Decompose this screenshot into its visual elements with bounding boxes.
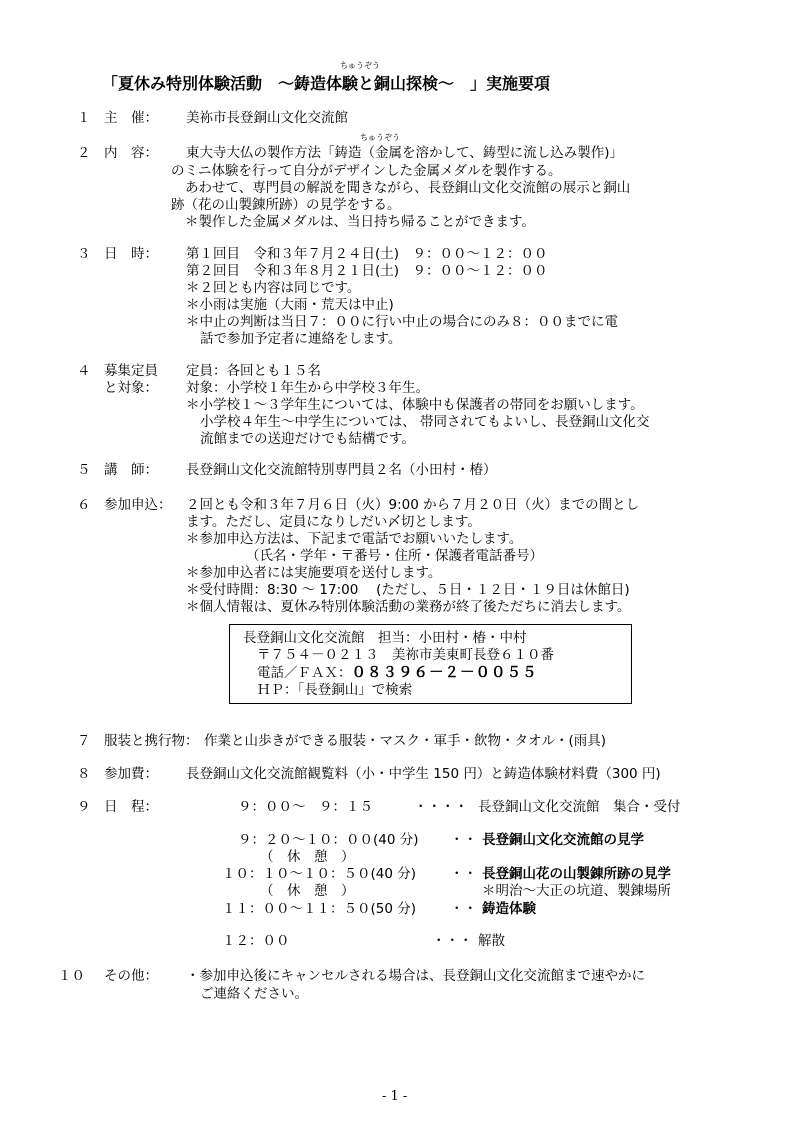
item-4-line: 定員：各回とも１５名	[186, 363, 321, 379]
item-6-label: 参加申込：	[104, 497, 172, 513]
item-2-label: 内 容：	[104, 145, 158, 161]
item-3-line: ＊小雨は実施（大雨・荒天は中止)	[186, 297, 394, 313]
item-2-line: のミニ体験を行って自分がデザインした金属メダルを製作する。	[171, 163, 562, 179]
item-3-line: 第１回目 令和３年７月２４日(土) ９：００～１２：００	[186, 246, 548, 262]
schedule-desc: 長登銅山文化交流館の見学	[482, 832, 644, 848]
schedule-time: １０：１０～１０：５０(40 分)	[222, 866, 417, 882]
schedule-desc: 長登銅山花の山製錬所跡の見学	[482, 866, 671, 882]
schedule-break: （ 休 憩 ）	[260, 883, 355, 899]
contact-phone-label: 電話／ＦＡＸ：	[257, 665, 352, 681]
item-2-ruby: ちゅうぞう	[360, 133, 400, 142]
item-10-line: ・参加申込後にキャンセルされる場合は、長登銅山文化交流館まで速やかに	[186, 968, 645, 984]
item-3-label: 日 時：	[104, 246, 158, 262]
item-4-line: 小学校４年生～中学生については、 帯同されてもよいし、長登銅山文化交	[200, 414, 650, 430]
item-6-line: ＊受付時間：8:30 ～ 17:00 (ただし、５日・１２日・１９日は休館日)	[186, 582, 630, 598]
item-7-number: ７	[77, 733, 91, 749]
schedule-dots: ・・・	[432, 933, 473, 949]
item-3-line: 第２回目 令和３年８月２１日(土) ９：００～１２：００	[186, 263, 548, 279]
schedule-dots: ・・	[450, 832, 477, 848]
schedule-time: １１：００～１１：５０(50 分)	[222, 901, 417, 917]
item-6-line: ＊参加申込者には実施要項を送付します。	[186, 565, 442, 581]
item-4-number: ４	[77, 363, 91, 379]
contact-phone-number: ０８３９６－２－００５５	[351, 665, 538, 681]
item-3-number: ３	[77, 246, 91, 262]
item-4-line: 流館までの送迎だけでも結構です。	[200, 431, 415, 447]
item-6-line: （氏名・学年・〒番号・住所・保護者電話番号）	[246, 548, 543, 564]
item-2-line: 東大寺大仏の製作方法「鋳造（金属を溶かして、鋳型に流し込み製作)」	[186, 145, 623, 161]
item-4-label: 募集定員	[104, 363, 158, 379]
schedule-dots: ・・	[450, 866, 477, 882]
item-4-label-2: と対象：	[104, 380, 158, 396]
item-5-line: 長登銅山文化交流館特別専門員２名（小田村・椿）	[186, 462, 497, 478]
item-8-number: ８	[77, 766, 91, 782]
schedule-desc: 鋳造体験	[482, 901, 536, 917]
item-8-line: 長登銅山文化交流館観覧料（小・中学生 150 円）と鋳造体験材料費（300 円)	[186, 766, 661, 782]
schedule-time: ９：２０～１０：００(40 分)	[238, 832, 419, 848]
item-7-label: 服装と携行物：	[104, 733, 199, 749]
item-3-line: ＊中止の判断は当日７：００に行い中止の場合にのみ８：００までに電	[186, 314, 618, 330]
item-6-line: ２回とも令和３年７月６日（火）9:00 から７月２０日（火）までの間とし	[186, 497, 640, 513]
contact-office: 長登銅山文化交流館 担当：小田村・椿・中村	[243, 630, 527, 646]
item-2-line: 跡（花の山製錬所跡）の見学をする。	[171, 197, 401, 213]
item-1-number: １	[77, 110, 91, 126]
item-3-line: ＊２回とも内容は同じです。	[186, 280, 361, 296]
item-4-line: ＊小学校１～３学年生については、体験中も保護者の帯同をお願いします。	[186, 397, 644, 413]
contact-address: 〒７５４－０２１３ 美祢市美東町長登６１０番	[257, 647, 554, 663]
item-3-line: 話で参加予定者に連絡をします。	[200, 331, 402, 347]
item-8-label: 参加費：	[104, 766, 158, 782]
item-2-line: あわせて、専門員の解説を聞きながら、長登銅山文化交流館の展示と銅山	[185, 180, 631, 196]
item-7-line: 作業と山歩きができる服装・マスク・軍手・飲物・タオル・(雨具)	[204, 733, 607, 749]
item-6-number: ６	[77, 497, 91, 513]
schedule-break: （ 休 憩 ）	[260, 849, 355, 865]
schedule-time: ９：００～ ９：１５	[238, 799, 373, 815]
item-1-label: 主 催：	[104, 110, 158, 126]
item-4-line: 対象：小学校１年生から中学校３年生。	[186, 380, 429, 396]
title-ruby: ちゅうぞう	[340, 61, 380, 70]
item-2-line: ＊製作した金属メダルは、当日持ち帰ることができます。	[185, 214, 535, 230]
item-9-label: 日 程：	[104, 799, 158, 815]
item-6-line: ＊個人情報は、夏休み特別体験活動の業務が終了後ただちに消去します。	[186, 599, 631, 615]
item-10-label: その他：	[104, 968, 158, 984]
item-1-line: 美袮市長登銅山文化交流館	[186, 110, 348, 126]
schedule-desc: 解散	[478, 933, 505, 949]
item-5-label: 講 師：	[104, 462, 158, 478]
item-9-number: ９	[77, 799, 91, 815]
item-6-line: ＊参加申込方法は、下記まで電話でお願いいたします。	[186, 531, 523, 547]
item-10-line: ご連絡ください。	[200, 986, 308, 1002]
contact-phone-row	[257, 666, 538, 681]
schedule-desc: 長登銅山文化交流館 集合・受付	[478, 799, 681, 815]
page-title: 「夏休み特別体験活動 ～鋳造体験と銅山探検～ 」実施要項	[102, 74, 551, 93]
item-10-number: １０	[58, 968, 85, 984]
schedule-dots: ・・	[450, 901, 477, 917]
item-6-line: ます。ただし、定員になりしだい〆切とします。	[186, 514, 481, 530]
schedule-note: ＊明治～大正の坑道、製錬場所	[482, 883, 671, 899]
schedule-time: １２：００	[222, 933, 290, 949]
item-2-number: ２	[77, 145, 91, 161]
page-number: - 1 -	[382, 1089, 408, 1104]
item-5-number: ５	[77, 462, 91, 478]
schedule-dots: ・・・・	[414, 799, 468, 815]
contact-homepage: ＨＰ：「長登銅山」で検索	[257, 682, 413, 698]
